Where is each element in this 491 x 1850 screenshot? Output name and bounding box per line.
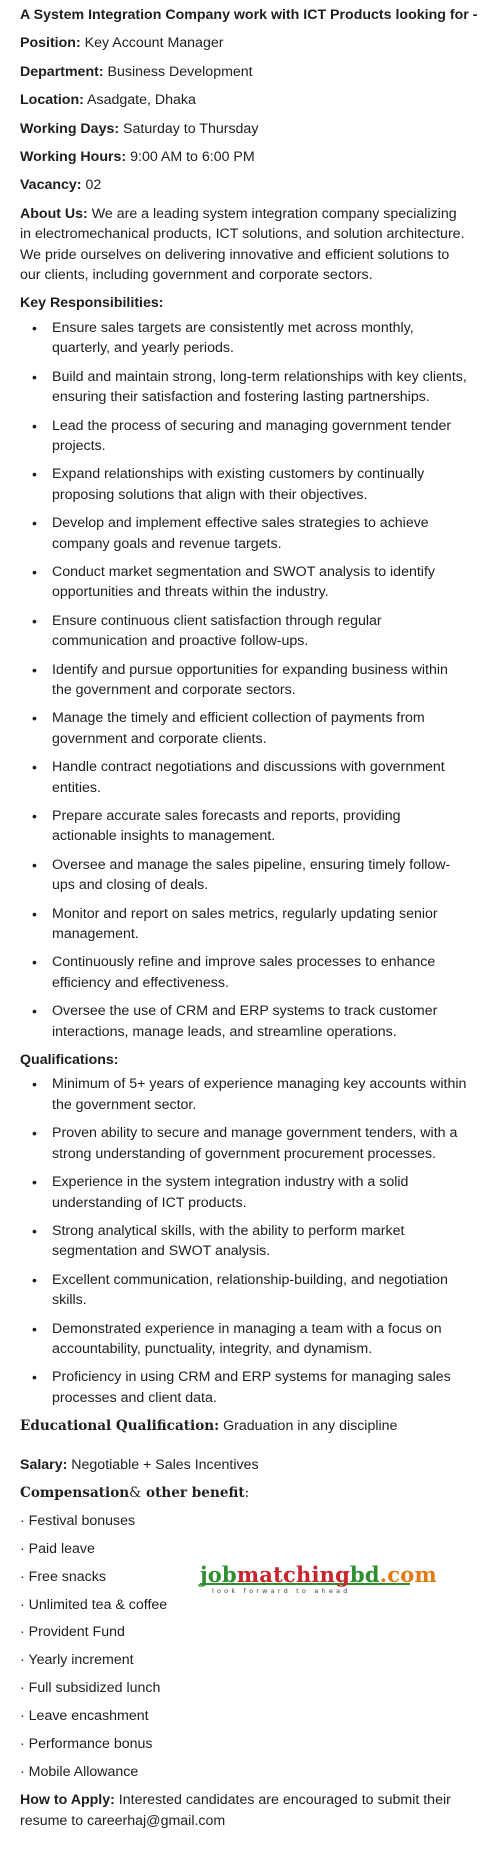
about-label: About Us: xyxy=(20,205,88,222)
how-to-apply xyxy=(20,1790,471,1831)
benefit-item: · Paid leave xyxy=(20,1540,95,1557)
education-label: Educational Qualification: xyxy=(20,1418,220,1435)
responsibility-item: • Handle contract negotiations and discussions with government entities. xyxy=(52,757,471,798)
salary-value: Negotiable + Sales Incentives xyxy=(71,1456,259,1473)
qualifications-list xyxy=(20,1074,471,1408)
vacancy-field xyxy=(20,175,471,195)
department-label: Department: xyxy=(20,63,104,80)
responsibility-item: • Oversee the use of CRM and ERP systems to track customer interactions, manage leads, and streamline operations. xyxy=(52,1001,471,1042)
watermark-logo xyxy=(200,1562,437,1601)
watermark-part-com: .com xyxy=(379,1562,437,1587)
benefits-list xyxy=(20,1511,471,1782)
responsibility-item: • Prepare accurate sales forecasts and reports, providing actionable insights to management. xyxy=(52,806,471,847)
qualifications-title: Qualifications: xyxy=(20,1052,119,1069)
apply-label: How to Apply: xyxy=(20,1792,115,1809)
responsibility-item: • Monitor and report on sales metrics, regularly updating senior management. xyxy=(52,904,471,945)
benefits-title-amp: & xyxy=(129,1484,142,1501)
responsibility-item: • Oversee and manage the sales pipeline, ensuring timely follow-ups and closing of deals. xyxy=(52,855,471,896)
post-headline: A System Integration Company work with ICT Products looking for - xyxy=(20,7,478,23)
benefits-title-b: other benefit xyxy=(141,1484,245,1501)
vacancy-value: 02 xyxy=(85,177,102,194)
job-post xyxy=(0,5,478,1831)
vacancy-label: Vacancy: xyxy=(20,177,82,194)
responsibility-item: • Continuously refine and improve sales processes to enhance efficiency and effectiveness. xyxy=(52,952,471,993)
qualification-item: • Strong analytical skills, with the ability to perform market segmentation and SWOT analysis. xyxy=(52,1221,471,1262)
watermark-part-job: job xyxy=(200,1562,237,1587)
qualification-item: • Minimum of 5+ years of experience managing key accounts within the government sector. xyxy=(52,1074,471,1115)
location-label: Location: xyxy=(20,92,84,109)
benefits-title xyxy=(20,1483,471,1503)
education-field xyxy=(20,1416,471,1436)
benefit-item: · Provident Fund xyxy=(20,1624,125,1641)
responsibility-item: • Identify and pursue opportunities for expanding business within the government and corporate sectors. xyxy=(52,660,471,701)
responsibility-item: • Ensure sales targets are consistently met across monthly, quarterly, and yearly periods. xyxy=(52,318,471,359)
benefit-item: · Free snacks xyxy=(20,1568,106,1585)
responsibility-item: • Build and maintain strong, long-term relationships with key clients, ensuring their satisfaction and fostering lasting partnerships. xyxy=(52,367,471,408)
position-value: Key Account Manager xyxy=(84,35,224,52)
qualification-item: • Experience in the system integration industry with a solid understanding of ICT products. xyxy=(52,1172,471,1213)
benefits-title-colon: : xyxy=(244,1484,250,1501)
responsibility-item: • Conduct market segmentation and SWOT analysis to identify opportunities and threats within the industry. xyxy=(52,562,471,603)
apply-value: Interested candidates are encouraged to submit their resume to careerhaj@gmail.com xyxy=(20,1792,451,1829)
benefit-item: · Leave encashment xyxy=(20,1708,149,1725)
qualification-item: • Demonstrated experience in managing a team with a focus on accountability, punctuality, integrity, and dynamism. xyxy=(52,1319,471,1360)
education-value: Graduation in any discipline xyxy=(223,1418,398,1435)
location-value: Asadgate, Dhaka xyxy=(87,92,196,109)
position-field xyxy=(20,33,471,53)
salary-field xyxy=(20,1455,471,1475)
benefits-title-a: Compensation xyxy=(20,1484,130,1501)
working-days-label: Working Days: xyxy=(20,120,120,137)
position-label: Position: xyxy=(20,35,81,52)
benefit-item: · Mobile Allowance xyxy=(20,1763,139,1780)
qualification-item: • Proven ability to secure and manage government tenders, with a strong understanding of government procurement processes. xyxy=(52,1123,471,1164)
about-value: We are a leading system integration company specializing in electromechanical products, ICT solutions, and solution architecture. We pride ourselves on delivering innovative and efficient solutions to our clients, including government and corporate sectors. xyxy=(20,205,465,284)
working-hours-label: Working Hours: xyxy=(20,149,127,166)
spacer xyxy=(20,1437,471,1453)
benefit-item: · Unlimited tea & coffee xyxy=(20,1596,168,1613)
working-hours-field xyxy=(20,147,471,167)
working-days-value: Saturday to Thursday xyxy=(123,120,259,137)
responsibility-item: • Develop and implement effective sales strategies to achieve company goals and revenue targets. xyxy=(52,513,471,554)
responsibility-item: • Ensure continuous client satisfaction through regular communication and proactive follow-ups. xyxy=(52,611,471,652)
benefit-item: · Performance bonus xyxy=(20,1736,153,1752)
qualification-item: • Excellent communication, relationship-building, and negotiation skills. xyxy=(52,1270,471,1311)
responsibility-item: • Lead the process of securing and managing government tender projects. xyxy=(52,416,471,457)
location-field xyxy=(20,90,471,110)
qualification-item: • Proficiency in using CRM and ERP systems for managing sales processes and client data. xyxy=(52,1367,471,1408)
benefit-item: · Festival bonuses xyxy=(20,1512,136,1529)
department-field xyxy=(20,62,471,82)
watermark-part-bd: bd xyxy=(350,1562,380,1587)
working-days-field xyxy=(20,119,471,139)
department-value: Business Development xyxy=(107,63,253,80)
responsibility-item: • Expand relationships with existing customers by continually proposing solutions that align with their objectives. xyxy=(52,464,471,505)
responsibilities-title: Key Responsibilities: xyxy=(20,295,164,312)
working-hours-value: 9:00 AM to 6:00 PM xyxy=(130,149,255,166)
responsibility-item: • Manage the timely and efficient collection of payments from government and corporate clients. xyxy=(52,708,471,749)
benefit-item: · Yearly increment xyxy=(20,1652,134,1669)
about-us xyxy=(20,204,471,286)
watermark-part-matching: matching xyxy=(236,1562,351,1587)
watermark-tagline: look forward to ahead xyxy=(212,1587,351,1596)
responsibilities-list xyxy=(20,318,471,1042)
benefit-item: · Full subsidized lunch xyxy=(20,1680,161,1697)
salary-label: Salary: xyxy=(20,1456,68,1473)
